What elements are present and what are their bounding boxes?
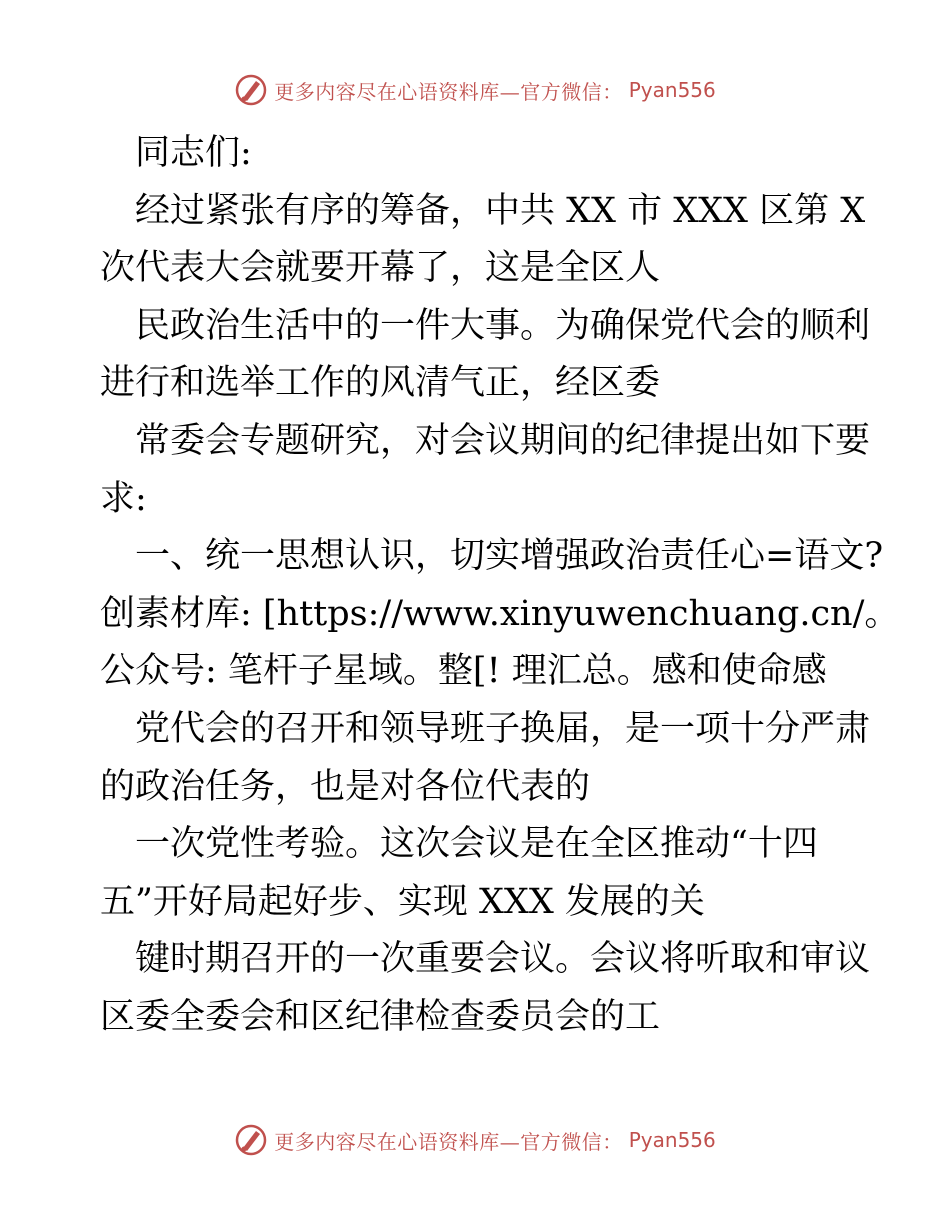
body-line: 民政治生活中的一件大事。为确保党代会的顺利 [135,305,871,346]
footer-banner [0,1120,950,1160]
body-line: 常委会专题研究，对会议期间的纪律提出如下要 [135,420,871,461]
body-line: 经过紧张有序的筹备，中共 XX 市 XXX 区第 X [135,190,866,231]
header-banner-id: Pyan556 [628,78,716,102]
body-line: 键时期召开的一次重要会议。会议将听取和审议 [135,939,871,980]
footer-banner-id: Pyan556 [628,1128,716,1152]
body-line: 求: [100,478,147,519]
body-line: 进行和选举工作的风清气正，经区委 [100,363,661,404]
body-line: 党代会的召开和领导班子换届，是一项十分严肃 [135,708,871,749]
body-line: 五”开好局起好步、实现 XXX 发展的关 [100,881,705,922]
body-line: 创素材库: [https://www.xinyuwenchuang.cn/。 [100,593,900,634]
pen-logo-icon [234,73,268,107]
body-line: 同志们: [135,133,252,173]
body-line: 一次党性考验。这次会议是在全区推动“十四 [135,824,818,865]
header-banner-text: 更多内容尽在心语资料库—官方微信： [274,79,623,104]
body-line: 的政治任务，也是对各位代表的 [100,766,591,807]
footer-banner-text: 更多内容尽在心语资料库—官方微信： [274,1129,623,1154]
header-banner [0,70,950,110]
body-line: 一、统一思想认识，切实增强政治责任心=语文? [135,536,884,577]
body-line: 公众号: 笔杆子星域。整[! 理汇总。感和使命感 [100,651,827,692]
body-line: 区委全委会和区纪律检查委员会的工 [100,996,661,1037]
pen-logo-icon [234,1123,268,1157]
body-line: 次代表大会就要开幕了，这是全区人 [100,248,661,289]
document-body [100,125,900,1047]
